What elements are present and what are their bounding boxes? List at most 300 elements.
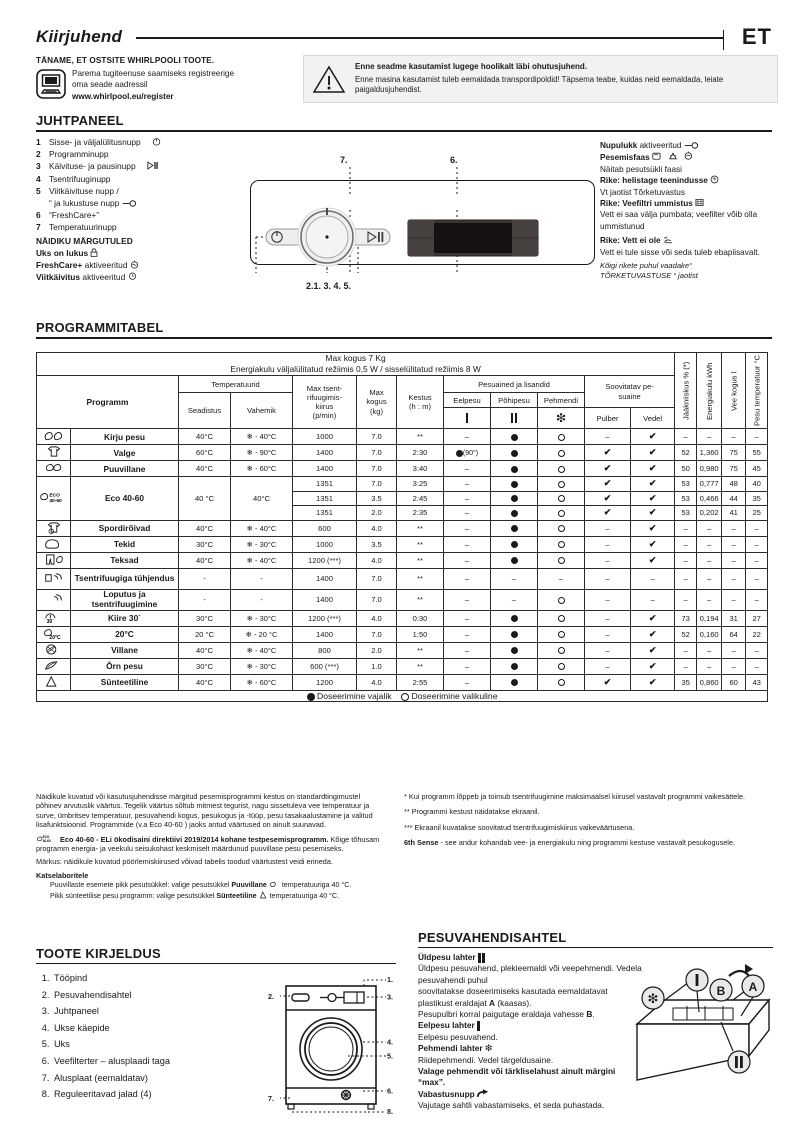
programme-icon-cold20	[37, 626, 71, 642]
cell-setting: 40°C	[179, 552, 231, 568]
cell-liquid: ✔	[631, 626, 675, 642]
col-max-spin: Max tsent- rifuugimis- kiirus (p/min)	[293, 376, 357, 429]
cell-duration: **	[397, 568, 444, 589]
cell-duration: **	[397, 429, 444, 445]
cell-mainwash	[491, 674, 538, 690]
cell-spin: 600 (***)	[293, 658, 357, 674]
cell-setting: 40°C	[179, 520, 231, 536]
cell-energy: –	[697, 658, 722, 674]
cell-range: -	[231, 589, 293, 610]
cell-range: 40°C	[231, 477, 293, 521]
eco-small-icon	[36, 835, 58, 844]
warning-triangle-icon	[312, 64, 346, 94]
cell-load: 2.0	[357, 642, 397, 658]
cell-liquid: ✔	[631, 552, 675, 568]
cell-softener	[538, 642, 585, 658]
cell-prewash: –	[444, 552, 491, 568]
cell-setting: 40 °C	[179, 477, 231, 521]
caption-line-1: Max kogus 7 Kg	[325, 353, 386, 363]
cell-spin: 1200 (***)	[293, 610, 357, 626]
register-url: www.whirlpool.eu/register	[72, 91, 174, 101]
programme-icon-jeans	[37, 552, 71, 568]
indicator-sub: Vett ei tule sisse või seda tuleb ebapiisavalt.	[600, 247, 760, 257]
col-setting: Seadistus	[179, 393, 231, 429]
footnote-1: * Kui programm lõppeb ja toimub tsentrifuugimine maksimaalsel kiirusel vastavalt programmi vaikesättele.	[404, 792, 746, 801]
legend-item-4	[36, 173, 241, 185]
release-arrow-icon	[477, 1089, 489, 1099]
cell-liquid: ✔	[631, 461, 675, 477]
list-item: 5. Uks	[52, 1036, 396, 1053]
cell-liquid: ✔	[631, 642, 675, 658]
cell-range: ❄ - 40°C	[231, 429, 293, 445]
list-item: 2. Pesuvahendisahtel	[52, 987, 396, 1004]
cell-range: -	[231, 568, 293, 589]
notes-left	[36, 792, 386, 901]
svg-text:30´: 30´	[46, 618, 54, 624]
svg-text:❇: ❇	[647, 991, 659, 1006]
main-compartment-body-2	[418, 986, 643, 1009]
cell-range: ❄ - 30°C	[231, 536, 293, 552]
lab-line-2-c: temperatuuriga 40 °C.	[267, 891, 340, 900]
cell-prewash: –	[444, 491, 491, 506]
cell-water: 60	[722, 674, 746, 690]
table-row	[37, 445, 768, 461]
cell-water: –	[722, 589, 746, 610]
cell-spin: 1351	[293, 506, 357, 521]
drawer-diagram	[629, 962, 779, 1102]
cell-softener	[538, 658, 585, 674]
indicator-keylock	[600, 140, 790, 151]
programme-icon-sports	[37, 520, 71, 536]
cell-prewash: –	[444, 429, 491, 445]
svg-text:4.: 4.	[387, 1037, 393, 1047]
detergent-drawer-text	[418, 952, 643, 1112]
table-row	[37, 536, 768, 552]
programme-icon-duvet	[37, 536, 71, 552]
list-item: 4. Ukse käepide	[52, 1020, 396, 1037]
cell-powder: ✔	[585, 491, 631, 506]
cell-prewash: –	[444, 610, 491, 626]
cell-residual: –	[675, 568, 697, 589]
main-compartment-title: Üldpesu lahter	[418, 952, 476, 962]
cell-liquid: ✔	[631, 658, 675, 674]
cell-setting: 40°C	[179, 642, 231, 658]
cell-residual: –	[675, 520, 697, 536]
table-row	[37, 477, 768, 492]
cell-powder: –	[585, 610, 631, 626]
svg-text:5.: 5.	[387, 1051, 393, 1061]
svg-text:40-60: 40-60	[42, 838, 51, 843]
col-residual-moisture: Jääkniiskus % (*)	[675, 353, 697, 429]
group-recommended-detergent: Soovitatav pe- suaine	[585, 376, 675, 408]
cell-softener	[538, 491, 585, 506]
legend-item-5	[36, 185, 241, 197]
indicator-filter-blocked	[600, 198, 790, 232]
indicator-door-lock	[36, 247, 241, 259]
service-icon	[710, 176, 719, 185]
power-icon	[152, 136, 161, 148]
body-3c: .	[592, 1009, 595, 1020]
control-panel-legend-left	[36, 136, 241, 283]
programme-table	[36, 352, 768, 702]
cell-liquid: ✔	[631, 445, 675, 461]
cell-energy: –	[697, 429, 722, 445]
cell-temp: –	[746, 520, 768, 536]
cell-softener	[538, 589, 585, 610]
cell-water: –	[722, 429, 746, 445]
cell-temp: 35	[746, 491, 768, 506]
legend-num: 5	[36, 185, 41, 196]
cell-liquid: ✔	[631, 477, 675, 492]
cell-load: 4.0	[357, 520, 397, 536]
flower-icon: ❇	[484, 1043, 493, 1054]
cell-energy: –	[697, 568, 722, 589]
svg-text:ECO: ECO	[48, 493, 60, 499]
cell-load: 3.5	[357, 536, 397, 552]
cell-load: 7.0	[357, 589, 397, 610]
cell-duration: 1:50	[397, 626, 444, 642]
cell-duration: **	[397, 642, 444, 658]
cell-mainwash	[491, 626, 538, 642]
cell-mainwash	[491, 520, 538, 536]
prewash-symbol	[444, 408, 491, 429]
programme-icon-synthetic	[37, 674, 71, 690]
table-group-header-row	[37, 376, 768, 393]
col-max-load: Max kogus (kg)	[357, 376, 397, 429]
cell-spin: 1400	[293, 445, 357, 461]
svg-text:ECO: ECO	[42, 834, 50, 839]
cell-spin: 600	[293, 520, 357, 536]
release-button-body: Vajutage sahtli vabastamiseks, et seda puhastada.	[418, 1100, 605, 1111]
cell-mainwash	[491, 491, 538, 506]
programme-icon-rinse-spin	[37, 589, 71, 610]
cell-load: 7.0	[357, 626, 397, 642]
cell-mainwash	[491, 461, 538, 477]
cell-powder: ✔	[585, 506, 631, 521]
legend-item-5-sub	[36, 197, 241, 209]
svg-text:40-60: 40-60	[48, 499, 62, 505]
cell-mainwash	[491, 552, 538, 568]
programme-name: Valge	[71, 445, 179, 461]
cell-mainwash: –	[491, 568, 538, 589]
cell-temp: 45	[746, 461, 768, 477]
table-row	[37, 461, 768, 477]
list-item: 8. Reguleeritavad jalad (4)	[52, 1086, 396, 1103]
cell-spin: 1000	[293, 429, 357, 445]
cell-residual: 52	[675, 445, 697, 461]
note-eco-rest: Kõige tõhusam programm energia- ja veekulu seisukohast keskmiselt määrdunud puuvillase pesu pesemiseks.	[36, 834, 380, 854]
cell-prewash: –	[444, 642, 491, 658]
table-row	[37, 568, 768, 589]
footnote-3: *** Ekraanil kuvatakse soovitatud tsentrifuugimiskiirus vaikeväärtusena.	[404, 822, 635, 832]
cell-softener	[538, 520, 585, 536]
col-water: Vee kogus l	[722, 353, 746, 429]
cell-residual: 53	[675, 506, 697, 521]
legend-num: 1	[36, 137, 41, 147]
cell-range: ❄ - 60°C	[231, 461, 293, 477]
indicator-rest: aktiveeritud	[82, 260, 128, 271]
list-item: 3. Juhtpaneel	[52, 1003, 396, 1020]
synthetic-small-icon	[259, 892, 268, 900]
col-duration: Kestus (h : m)	[397, 376, 444, 429]
table-row	[37, 429, 768, 445]
indicator-label: Rike: Veefiltri ummistus	[600, 199, 693, 209]
cell-powder: ✔	[585, 674, 631, 690]
cell-energy: –	[697, 642, 722, 658]
cell-water: –	[722, 642, 746, 658]
cell-water: 44	[722, 491, 746, 506]
cell-setting: 40°C	[179, 461, 231, 477]
indicator-sub: Näitab pesutsükli faasi	[600, 164, 682, 174]
indicator-label: Nupulukk	[600, 141, 638, 150]
cell-water: 41	[722, 506, 746, 521]
cell-softener	[538, 429, 585, 445]
svg-text:8.: 8.	[387, 1107, 393, 1116]
indicator-freshcare	[36, 259, 241, 271]
table-row	[37, 626, 768, 642]
cell-prewash: –	[444, 461, 491, 477]
col-prewash: Eelpesu	[444, 393, 491, 408]
detergent-drawer-heading: PESUVAHENDISAHTEL	[418, 930, 773, 948]
footnote-6th-sense	[404, 838, 774, 847]
table-row	[37, 658, 768, 674]
cell-spin: 1400	[293, 461, 357, 477]
cell-residual: –	[675, 552, 697, 568]
cell-powder: –	[585, 642, 631, 658]
cell-softener	[538, 626, 585, 642]
cell-prewash: –	[444, 626, 491, 642]
page-header	[36, 20, 772, 54]
legend-num: 7	[36, 222, 41, 233]
cell-setting: 20 °C	[179, 626, 231, 642]
cell-mainwash	[491, 477, 538, 492]
indicator-delay-start	[36, 271, 241, 283]
cell-spin: 1400	[293, 568, 357, 589]
notes-right	[404, 792, 774, 854]
list-item: 6. Veefilterter – alusplaadi taga	[52, 1053, 396, 1070]
cell-powder: ✔	[585, 461, 631, 477]
cell-water: 75	[722, 445, 746, 461]
cell-water: 48	[722, 477, 746, 492]
warning-body: Enne masina kasutamist tuleb eemaldada transpordipoldid! Täpsema teabe, kuidas neid eemaldada, leiate paigaldusjuhendist.	[355, 74, 724, 95]
cell-mainwash: –	[491, 589, 538, 610]
programme-name: Puuvillane	[71, 461, 179, 477]
programme-name: Eco 40-60	[71, 477, 179, 521]
legend-num: 2	[36, 149, 41, 160]
table-row	[37, 552, 768, 568]
legend-label: Sisse- ja väljalülitusnupp	[49, 137, 141, 147]
legend-label: Käivituse- ja pausinupp	[49, 161, 136, 172]
detergent-drawer-section	[418, 930, 773, 1112]
cell-softener	[538, 477, 585, 492]
cell-liquid: ✔	[631, 491, 675, 506]
cell-energy: –	[697, 520, 722, 536]
warning-title: Enne seadme kasutamist lugege hoolikalt läbi ohutusjuhend.	[355, 62, 588, 72]
cell-energy: 0,860	[697, 674, 722, 690]
monitor-icon	[36, 69, 66, 99]
cell-liquid: –	[631, 568, 675, 589]
cell-mainwash	[491, 536, 538, 552]
divider-label-b: B	[586, 1009, 593, 1020]
cell-energy: 0,194	[697, 610, 722, 626]
indicator-label: Rike: helistage teenindusse	[600, 176, 708, 186]
programme-name: Õrn pesu	[71, 658, 179, 674]
cell-softener	[538, 536, 585, 552]
cell-prewash: –	[444, 674, 491, 690]
softener-symbol: ❇	[538, 408, 585, 429]
cell-spin: 1351	[293, 477, 357, 492]
sixth-sense-label: 6th Sense	[404, 838, 439, 848]
programme-name: Villane	[71, 642, 179, 658]
body-2c: (kaasas).	[495, 997, 532, 1008]
cell-prewash: –	[444, 568, 491, 589]
table-legend-row	[37, 690, 768, 701]
programme-icon-eco	[37, 477, 71, 521]
freshcare-icon	[130, 260, 139, 270]
cell-mainwash	[491, 506, 538, 521]
lab-line-1-b: Puuvillane	[231, 881, 267, 890]
language-code: ET	[741, 24, 772, 49]
cell-powder: –	[585, 536, 631, 552]
main-compartment-body-3	[418, 1009, 643, 1020]
table-caption-row	[37, 353, 768, 376]
cell-spin: 1400	[293, 589, 357, 610]
thanks-text	[72, 68, 234, 102]
cell-residual: 50	[675, 461, 697, 477]
cell-powder: ✔	[585, 477, 631, 492]
page-title: Kiirjuhend	[36, 27, 123, 46]
cell-water: –	[722, 552, 746, 568]
legend-label: Temperatuurinupp	[49, 222, 117, 233]
cell-duration: **	[397, 658, 444, 674]
main-wash-symbol	[478, 952, 485, 962]
legend-item-2	[36, 148, 241, 160]
softener-compartment-title: Pehmendi lahter	[418, 1043, 483, 1054]
col-mainwash: Põhipesu	[491, 393, 538, 408]
cell-range: ❄ - 30°C	[231, 610, 293, 626]
cell-liquid: ✔	[631, 520, 675, 536]
wash-phase-icons	[652, 153, 694, 162]
cell-load: 7.0	[357, 477, 397, 492]
delay-clock-icon	[128, 272, 137, 282]
indicator-wash-phase	[600, 151, 790, 175]
cell-residual: 73	[675, 610, 697, 626]
lab-line-2	[36, 891, 386, 902]
cell-water: –	[722, 520, 746, 536]
cell-liquid: ✔	[631, 674, 675, 690]
cell-temp: –	[746, 589, 768, 610]
programme-icon-drain-spin	[37, 568, 71, 589]
cell-range: ❄ - 30°C	[231, 658, 293, 674]
table-row	[37, 589, 768, 610]
play-pause-icon	[147, 160, 159, 172]
cell-energy: 0,466	[697, 491, 722, 506]
cell-duration: **	[397, 520, 444, 536]
programme-table-heading: PROGRAMMITABEL	[36, 320, 772, 339]
cell-liquid: –	[631, 589, 675, 610]
note-eco-bold: Eco 40-60 - ELi ökodisaini direktiivi 2019/2014 kohane testpesemisprogramm.	[60, 834, 329, 844]
legend-optional: Doseerimine valikuline	[411, 690, 498, 701]
cell-duration: **	[397, 536, 444, 552]
cell-residual: 52	[675, 626, 697, 642]
legend-label: Programminupp	[49, 149, 109, 160]
prewash-compartment-body: Eelpesu pesuvahend.	[418, 1031, 498, 1042]
warning-text	[355, 62, 769, 95]
safety-warning-box	[303, 55, 778, 103]
cell-liquid: ✔	[631, 610, 675, 626]
callout-6: 6.	[450, 155, 458, 165]
header-rule	[136, 37, 724, 39]
programme-icon-rapid30	[37, 610, 71, 626]
cell-residual: –	[675, 536, 697, 552]
cell-temp: –	[746, 658, 768, 674]
svg-text:1.: 1.	[387, 975, 393, 984]
cell-residual: –	[675, 589, 697, 610]
programme-name: Kirju pesu	[71, 429, 179, 445]
padlock-icon	[90, 248, 98, 258]
programme-icon-mixed	[37, 429, 71, 445]
divider-label-a: A	[489, 997, 496, 1008]
programme-table-wrap	[36, 352, 767, 702]
cell-energy: 0,202	[697, 506, 722, 521]
cell-temp: 43	[746, 674, 768, 690]
indicator-sub: Vt jaotist Tõrketuvastus	[600, 187, 685, 197]
note-paragraph-1: Näidikule kuvatud või kasutusjuhendisse märgitud pesemisprogrammi kestus on standardtingimustel põhinev arvutuslik väärtus. Tegelik väärtus sõltub mitmest tegurist, nagu sissetuleva vee temperatuur ja surve, ümbritsev temperatuur, pesuvahendi kogus, pesukogus ja -tüüp, pesu tasakaalustamine ja valitud lisafunktsioonid. Programmide (v.a Eco 40-60 ) jaoks antud väärtused on ainult suunavad.	[36, 792, 373, 830]
cell-temp: 22	[746, 626, 768, 642]
control-panel-legend-right	[600, 140, 790, 280]
cell-residual: –	[675, 658, 697, 674]
table-row	[37, 610, 768, 626]
programme-name: Sünteetiline	[71, 674, 179, 690]
cell-prewash: –	[444, 658, 491, 674]
cell-setting: 40°C	[179, 674, 231, 690]
col-wash-temperature: Pesu temperatuur °C	[746, 353, 768, 429]
cell-load: 7.0	[357, 568, 397, 589]
body-2a: soovitatakse doseerimiseks kasutada eemaldatavat plastikust eraldajat	[418, 986, 608, 1008]
cell-temp: –	[746, 568, 768, 589]
cell-duration: 2:30	[397, 445, 444, 461]
table-row	[37, 642, 768, 658]
indicators-heading: NÄIDIKU MÄRGUTULED	[36, 235, 133, 246]
cell-mainwash	[491, 610, 538, 626]
programme-name: Loputus ja tsentrifuugimine	[71, 589, 179, 610]
cell-load: 4.0	[357, 552, 397, 568]
thanks-line-2: oma seade aadressil	[72, 80, 148, 90]
mainwash-symbol	[491, 408, 538, 429]
thanks-block	[36, 56, 316, 102]
table-legend	[37, 690, 768, 701]
indicator-rest: aktiveeritud	[80, 272, 126, 283]
cell-prewash: –	[444, 589, 491, 610]
cell-duration: 2:35	[397, 506, 444, 521]
programme-name: 20°C	[71, 626, 179, 642]
cell-temp: –	[746, 429, 768, 445]
note-paragraph-2	[36, 834, 386, 854]
cell-powder: –	[585, 658, 631, 674]
cell-range: ❄ - 40°C	[231, 642, 293, 658]
cell-mainwash	[491, 642, 538, 658]
cell-water: –	[722, 568, 746, 589]
cell-prewash: (90°)	[444, 445, 491, 461]
legend-label: “FreshCare+”	[49, 210, 100, 221]
cell-spin: 1400	[293, 626, 357, 642]
sixth-sense-text: - see andur kohandab vee- ja energiakulu ning programmi kestuse vastavalt pesukogusele.	[438, 838, 735, 848]
cell-range: ❄ - 90°C	[231, 445, 293, 461]
programme-name: Spordirõivad	[71, 520, 179, 536]
cell-spin: 1351	[293, 491, 357, 506]
cell-powder: –	[585, 520, 631, 536]
cell-powder: –	[585, 589, 631, 610]
